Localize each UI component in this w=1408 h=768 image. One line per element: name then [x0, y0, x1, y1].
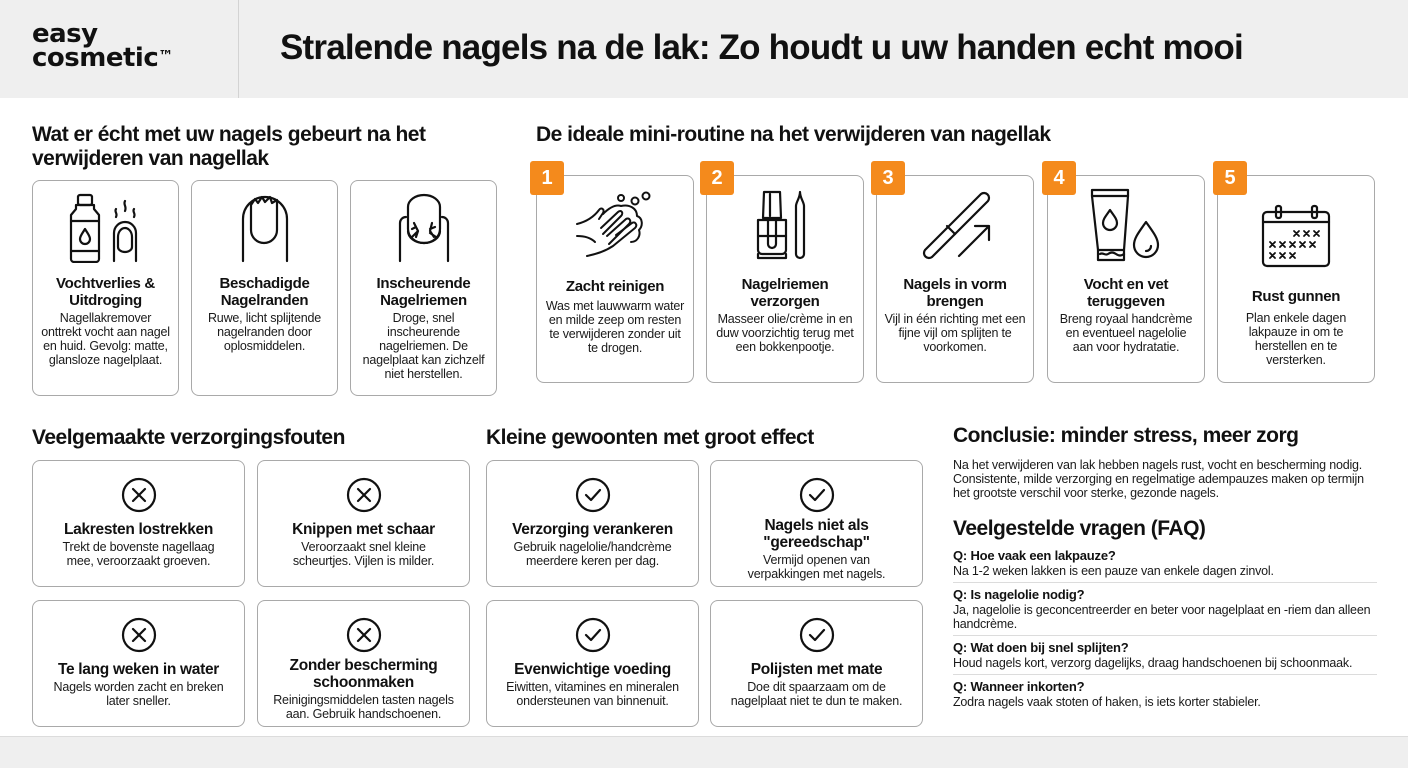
effect-card-title: Inscheurende Nagelriemen	[376, 275, 471, 309]
faq-item[interactable]	[953, 548, 1377, 583]
routine-step-card	[1047, 175, 1205, 383]
mistake-tile	[32, 460, 245, 587]
cracked-cuticle-icon	[394, 193, 454, 263]
habit-tile	[710, 460, 923, 587]
habit-text: Eiwitten, vitamines en mineralen ondersteunen van binnenuit.	[506, 680, 679, 708]
routine-step-text: Was met lauwwarm water en milde zeep om resten te verwijderen zonder uit te drogen.	[545, 299, 685, 355]
habit-title: Verzorging verankeren	[512, 521, 673, 538]
habit-tile	[710, 600, 923, 727]
habit-title: Evenwichtige voeding	[514, 661, 671, 678]
habit-text: Vermijd openen van verpakkingen met nagels.	[747, 553, 886, 581]
routine-step-card	[1217, 175, 1375, 383]
x-circle-icon	[121, 477, 157, 513]
faq-question: Q: Wat doen bij snel splijten?	[953, 640, 1129, 655]
habit-title: Nagels niet als "gereedschap"	[763, 517, 870, 551]
trademark-symbol: ™	[158, 47, 173, 65]
mistake-title: Zonder bescherming schoonmaken	[289, 657, 438, 691]
routine-step-title: Vocht en vet teruggeven	[1083, 276, 1169, 310]
routine-step-card	[876, 175, 1034, 383]
routine-step-card	[706, 175, 864, 383]
effect-card-title: Beschadigde Nagelranden	[219, 275, 310, 309]
oil-bottle-and-pusher-icon	[750, 188, 820, 262]
check-circle-icon	[799, 477, 835, 513]
faq-answer: Houd nagels kort, verzorg dagelijks, draag handschoenen bij schoonmaak.	[953, 656, 1353, 670]
effect-card-text: Droge, snel inscheurende nagelriemen. De nagelplaat kan zichzelf niet herstellen.	[362, 311, 485, 381]
faq-question: Q: Is nagelolie nodig?	[953, 587, 1085, 602]
page-title: Stralende nagels na de lak: Zo houdt u uw handen echt mooi	[280, 28, 1243, 67]
routine-step-text: Vijl in één richting met een fijne vijl om splijten te voorkomen.	[884, 312, 1026, 354]
x-circle-icon	[121, 617, 157, 653]
x-circle-icon	[346, 477, 382, 513]
effects-title-line2: verwijderen van nagellak	[32, 147, 269, 170]
effect-card-text: Ruwe, licht splijtende nagelranden door oplosmiddelen.	[207, 311, 322, 353]
faq-answer: Zodra nagels vaak stoten of haken, is iets korter stabieler.	[953, 695, 1261, 709]
mistake-title: Knippen met schaar	[292, 521, 435, 538]
habit-text: Gebruik nagelolie/handcrème meerdere keren per dag.	[513, 540, 672, 568]
conclusion-title: Conclusie: minder stress, meer zorg	[953, 424, 1299, 447]
mistake-text: Reinigingsmiddelen tasten nagels aan. Gebruik handschoenen.	[273, 693, 454, 721]
routine-step-title: Rust gunnen	[1251, 288, 1341, 305]
footer-bar	[0, 736, 1408, 768]
bottle-and-dry-nail-icon	[64, 193, 148, 263]
mistake-text: Nagels worden zacht en breken later sneller.	[53, 680, 224, 708]
faq-question: Q: Hoe vaak een lakpauze?	[953, 548, 1116, 563]
brand-logo[interactable]	[32, 19, 232, 73]
routine-step-title: Zacht reinigen	[565, 278, 665, 295]
nail-file-icon	[915, 188, 995, 262]
mistake-tile	[257, 600, 470, 727]
mistakes-section-title: Veelgemaakte verzorgingsfouten	[32, 426, 345, 449]
effects-section-title	[32, 123, 425, 171]
step-number-badge: 2	[700, 161, 734, 195]
check-circle-icon	[575, 477, 611, 513]
faq-item[interactable]	[953, 587, 1377, 636]
faq-item[interactable]	[953, 679, 1377, 713]
logo-line2: cosmetic	[32, 43, 159, 73]
step-number-badge: 5	[1213, 161, 1247, 195]
check-circle-icon	[575, 617, 611, 653]
step-number-badge: 4	[1042, 161, 1076, 195]
x-circle-icon	[346, 617, 382, 653]
step-number-badge: 3	[871, 161, 905, 195]
faq-list	[953, 548, 1377, 717]
habit-text: Doe dit spaarzaam om de nagelplaat niet te dun te maken.	[730, 680, 903, 708]
effect-card	[350, 180, 497, 396]
conclusion-text: Na het verwijderen van lak hebben nagels rust, vocht en bescherming nodig. Consistente, milde verzorging en regelmatige adempauzes maken op termijn het grootste verschil voor sterke, gezonde nagels.	[953, 458, 1364, 500]
faq-item[interactable]	[953, 640, 1377, 675]
mistake-text: Veroorzaakt snel kleine scheurtjes. Vijlen is milder.	[292, 540, 435, 568]
effect-card	[191, 180, 338, 396]
mistake-text: Trekt de bovenste nagellaag mee, veroorzaakt groeven.	[62, 540, 215, 568]
habit-tile	[486, 600, 699, 727]
mistake-tile	[257, 460, 470, 587]
routine-step-text: Masseer olie/crème in en duw voorzichtig terug met een bokkenpootje.	[716, 312, 854, 354]
faq-title: Veelgestelde vragen (FAQ)	[953, 517, 1206, 540]
effect-card	[32, 180, 179, 396]
logo-line1: easy	[32, 19, 98, 49]
header-divider	[238, 0, 239, 98]
effect-card-title: Vochtverlies & Uitdroging	[56, 275, 155, 309]
faq-answer: Ja, nagelolie is geconcentreerder en beter voor nagelplaat en -riem dan alleen handcrème.	[953, 603, 1371, 631]
mistake-title: Te lang weken in water	[57, 661, 220, 678]
habit-title: Polijsten met mate	[750, 661, 883, 678]
faq-answer: Na 1-2 weken lakken is een pauze van enkele dagen zinvol.	[953, 564, 1274, 578]
effect-card-text: Nagellakremover onttrekt vocht aan nagel en huid. Gevolg: matte, glansloze nagelplaat.	[41, 311, 170, 367]
faq-question: Q: Wanneer inkorten?	[953, 679, 1085, 694]
habit-tile	[486, 460, 699, 587]
damaged-nail-edge-icon	[235, 193, 295, 263]
effects-title-line1: Wat er écht met uw nagels gebeurt na het	[32, 123, 426, 146]
cream-tube-and-drop-icon	[1088, 188, 1164, 262]
header	[0, 0, 1408, 98]
routine-step-text: Breng royaal handcrème en eventueel nagelolie aan voor hydratatie.	[1059, 312, 1193, 354]
routine-section-title: De ideale mini-routine na het verwijderen van nagellak	[536, 123, 1051, 146]
routine-step-text: Plan enkele dagen lakpauze in om te herstellen en te versterken.	[1245, 311, 1347, 367]
routine-step-title: Nagels in vorm brengen	[903, 276, 1007, 310]
habits-section-title: Kleine gewoonten met groot effect	[486, 426, 814, 449]
washing-hands-icon	[573, 188, 657, 258]
routine-step-card	[536, 175, 694, 383]
calendar-icon	[1260, 204, 1332, 268]
step-number-badge: 1	[530, 161, 564, 195]
mistake-tile	[32, 600, 245, 727]
routine-step-title: Nagelriemen verzorgen	[741, 276, 829, 310]
check-circle-icon	[799, 617, 835, 653]
mistake-title: Lakresten lostrekken	[63, 521, 214, 538]
